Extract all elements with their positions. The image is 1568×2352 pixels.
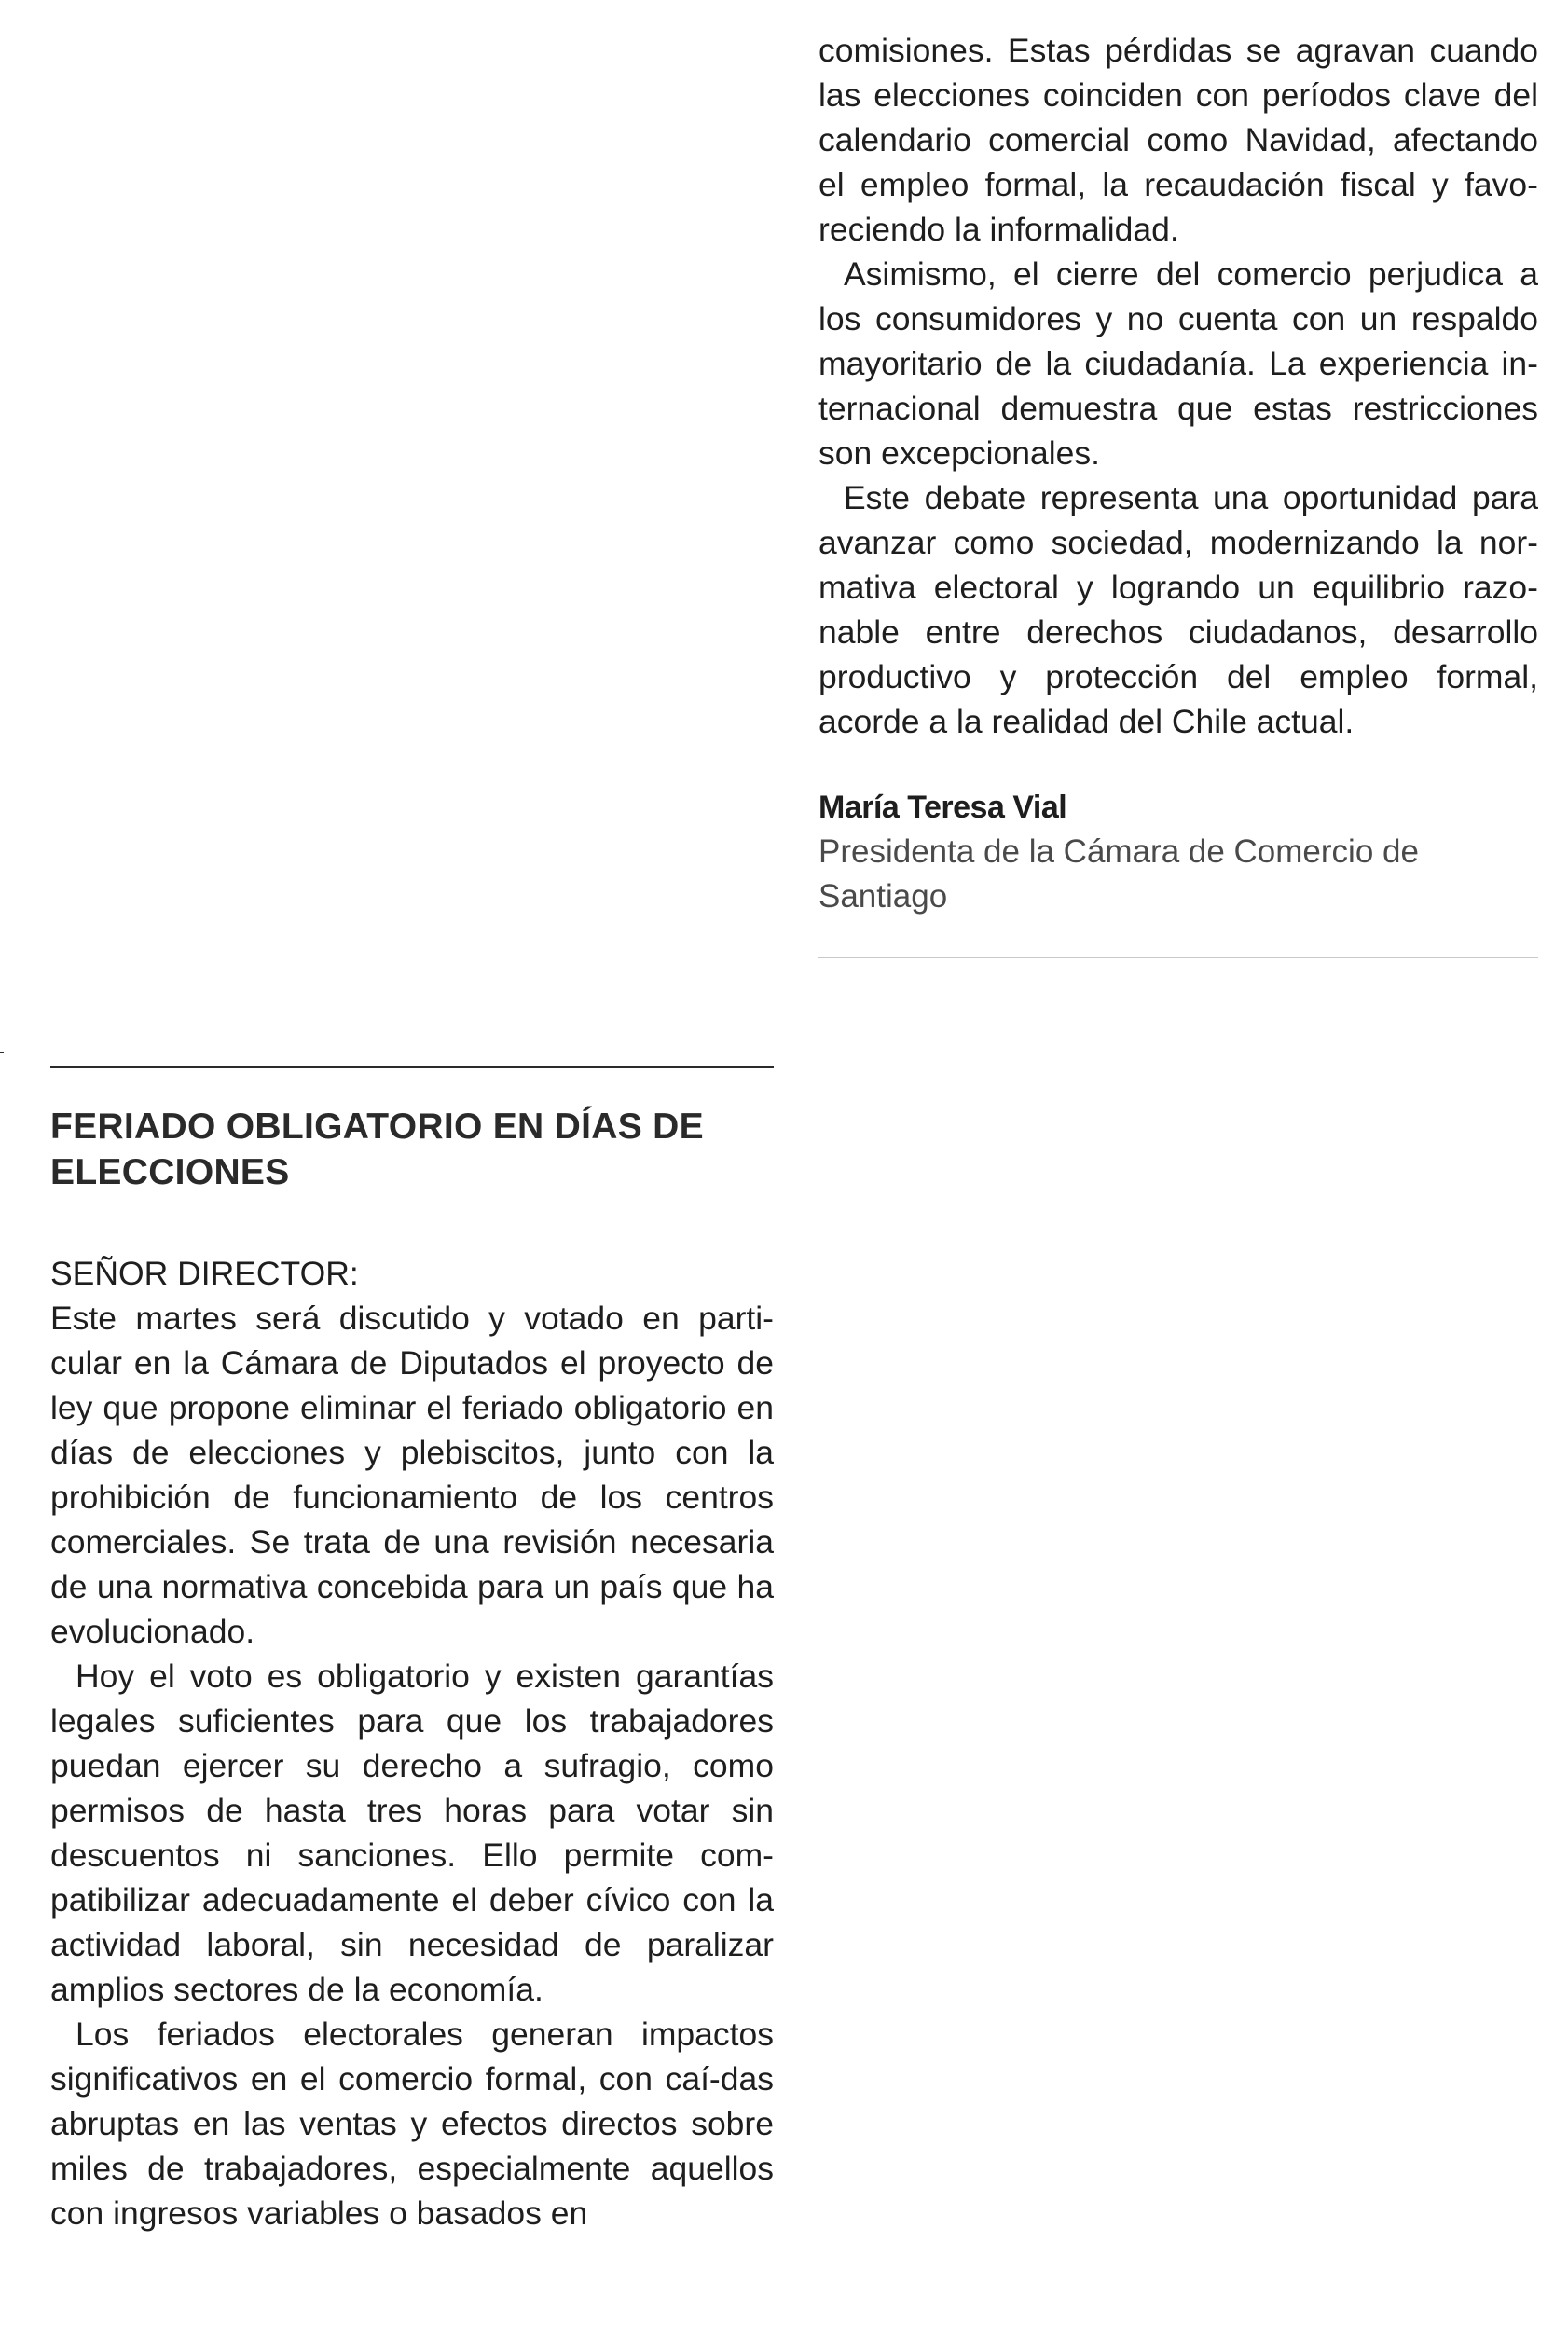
right-paragraph-1: comisiones. Estas pérdidas se agravan cuando las elecciones coinciden con períodos clave del calendario comercial como Navidad, afectando el empleo formal, la recaudación fiscal y favo-reciendo la informalidad. [818, 32, 1538, 248]
right-column-divider [818, 957, 1538, 958]
letter-top-rule [50, 1066, 774, 1068]
signature-role: Presidenta de la Cámara de Comercio de Santiago [818, 833, 1419, 915]
right-column-body [818, 28, 1538, 744]
letter-paragraph-2: Hoy el voto es obligatorio y existen garantías legales suficientes para que los trabajadores puedan ejercer su derecho a sufragio, como permisos de hasta tres horas para votar sin descuentos ni sanciones. Ello permite com-patibilizar adecuadamente el deber cívico con la actividad laboral, sin necesidad de paralizar amplios sectores de la economía. [50, 1657, 774, 2008]
signature-name: María Teresa Vial [818, 790, 1067, 825]
right-paragraph-3: Este debate representa una oportunidad para avanzar como sociedad, modernizando la nor-mativa electoral y logrando un equilibrio razo-nable entre derechos ciudadanos, desarrollo productivo y protección del empleo formal, acorde a la realidad del Chile actual. [818, 479, 1538, 740]
signature-block [818, 785, 1538, 919]
margin-tick-mark [0, 1052, 4, 1053]
letter-paragraph-1: Este martes será discutido y votado en parti-cular en la Cámara de Diputados el proyecto de ley que propone eliminar el feriado obligatorio en días de elecciones y plebiscitos, junto con la prohibición de funcionamiento de los centros comerciales. Se trata de una revisión necesaria de una normativa concebida para un país que ha evolucionado. [50, 1300, 774, 1650]
letter-salutation: SEÑOR DIRECTOR: [50, 1255, 359, 1292]
right-paragraph-2: Asimismo, el cierre del comercio perjudica a los consumidores y no cuenta con un respaldo mayoritario de la ciudadanía. La experiencia in-ternacional demuestra que estas restricciones son excepcionales. [818, 255, 1538, 472]
letter-body [50, 1296, 774, 2235]
letter-headline: FERIADO OBLIGATORIO EN DÍAS DE ELECCIONES [50, 1107, 704, 1192]
letter-paragraph-3: Los feriados electorales generan impactos significativos en el comercio formal, con caí-das abruptas en las ventas y efectos directos sobre miles de trabajadores, especialmente aquellos con ingresos variables o basados en [50, 2015, 774, 2232]
